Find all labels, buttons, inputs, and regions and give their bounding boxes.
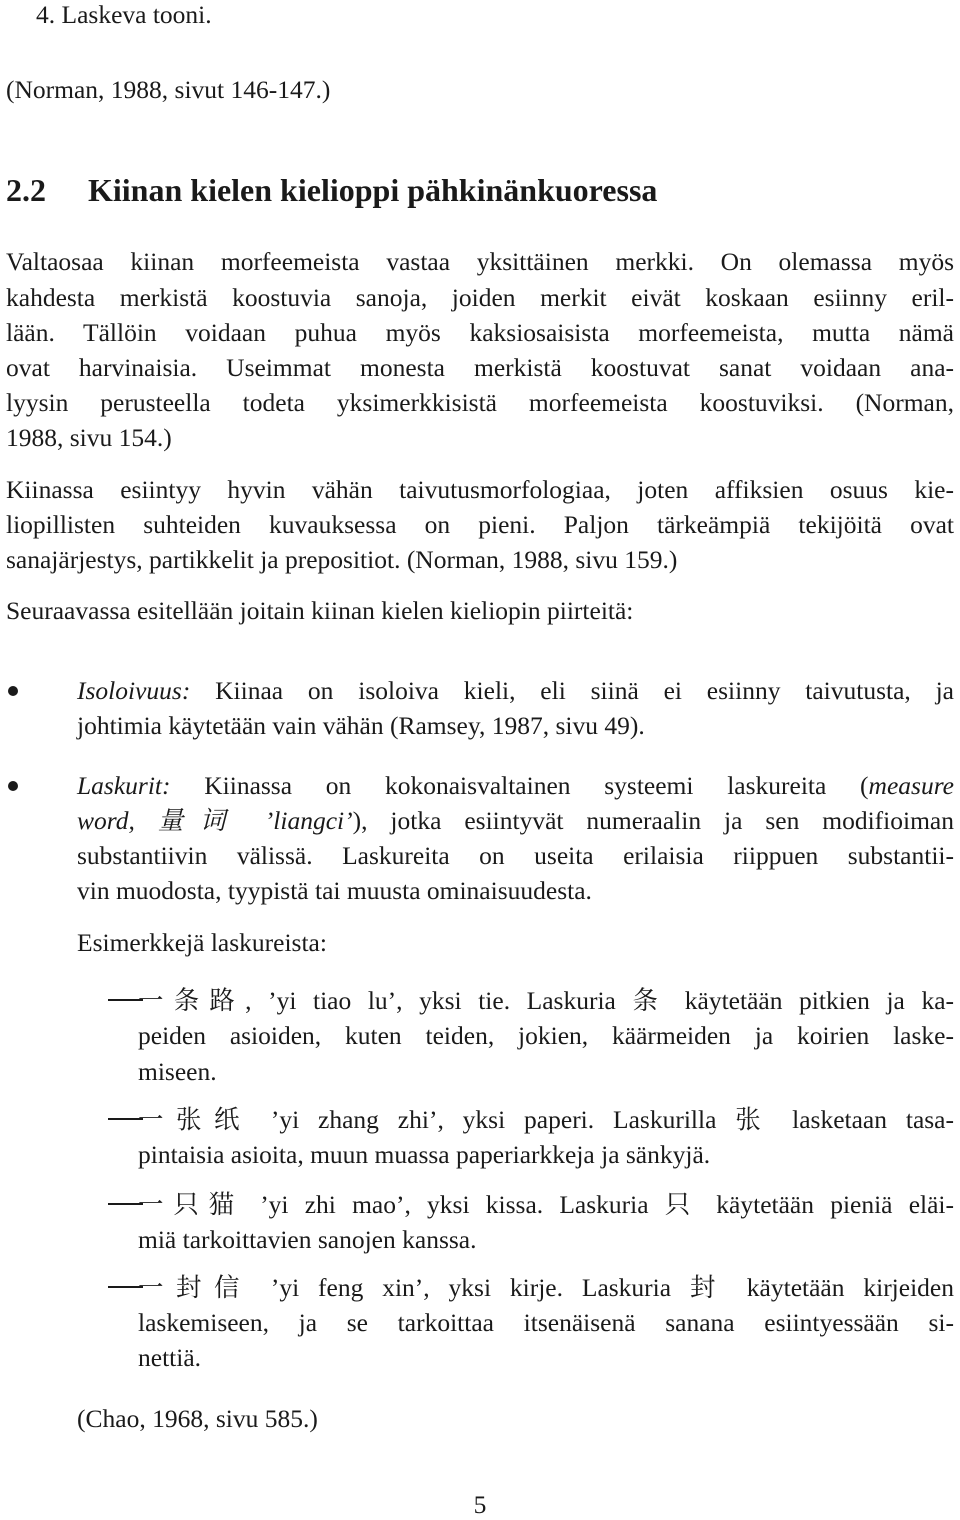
- paragraph1-line: kahdesta merkistä koostuvia sanoja, joiden merkit eivät koskaan esiinny eril-: [6, 283, 954, 312]
- paragraph1-line: 1988, sivu 154.): [6, 423, 172, 452]
- bullet1-line: [77, 673, 954, 709]
- paragraph1-line: ovat harvinaisia. Useimmat monesta merkistä koostuvat sanat voidaan ana-: [6, 353, 954, 382]
- paragraph3-line: Seuraavassa esitellään joitain kiinan kielen kieliopin piirteitä:: [6, 596, 634, 625]
- paragraph1-line: lään. Tällöin voidaan puhua myös kaksiosaisista morfeemeista, mutta nämä: [6, 318, 954, 347]
- example-line: nettiä.: [138, 1343, 202, 1372]
- example-line: 一张纸 ’yi zhang zhi’, yksi paperi. Laskurilla 张 lasketaan tasa-: [138, 1105, 954, 1134]
- bullet2-line: vin muodosta, tyypistä tai muusta ominaisuudesta.: [77, 876, 592, 905]
- example-line: miä tarkoittavien sanojen kanssa.: [138, 1225, 477, 1254]
- example-line: peiden asioiden, kuten teiden, jokien, käärmeiden ja koirien laske-: [138, 1021, 954, 1050]
- bullet2-term: Laskurit:: [77, 771, 171, 800]
- list-item-4: 4. Laskeva tooni.: [36, 0, 212, 29]
- paragraph2-line: sanajärjestys, partikkelit ja prepositiot. (Norman, 1988, sivu 159.): [6, 545, 678, 574]
- bullet2-text: Kiinassa on kokonaisvaltainen systeemi laskureita (: [170, 771, 869, 800]
- paragraph1-line: lyysin perusteella todeta yksimerkkisistä morfeemeista koostuviksi. (Norman,: [6, 388, 954, 417]
- section-heading: [6, 168, 657, 212]
- bullet2-italic: word, 量词 ’liangci’: [77, 806, 353, 835]
- section-number: 2.2: [6, 172, 46, 208]
- citation-norman-146: (Norman, 1988, sivut 146-147.): [6, 75, 331, 104]
- bullet-icon: [8, 686, 18, 696]
- bullet2-italic: measure: [868, 771, 954, 800]
- examples-heading: Esimerkkejä laskureista:: [77, 928, 327, 957]
- example-line: pintaisia asioita, muun muassa paperiarkkeja ja sänkyjä.: [138, 1140, 711, 1169]
- paragraph2-line: liopillisten suhteiden kuvauksessa on pieni. Paljon tärkeämpiä tekijöitä ovat: [6, 510, 954, 539]
- page-number: 5: [473, 1490, 487, 1519]
- bullet2-line: [77, 768, 954, 804]
- bullet2-text: ), jotka esiintyvät numeraalin ja sen modifioiman: [352, 806, 954, 835]
- bullet1-text: Kiinaa on isoloiva kieli, eli siinä ei esiinny taivutusta, ja: [190, 676, 954, 705]
- section-title: Kiinan kielen kielioppi pähkinänkuoressa: [88, 172, 658, 208]
- example-line: miseen.: [138, 1057, 217, 1086]
- bullet2-line: [77, 803, 954, 839]
- bullet2-line: substantiivin välissä. Laskureita on useita erilaisia riippuen substantii-: [77, 841, 954, 870]
- citation-chao: (Chao, 1968, sivu 585.): [77, 1404, 318, 1433]
- example-line: laskemiseen, ja se tarkoittaa itsenäisenä sanana esiintyessään si-: [138, 1308, 954, 1337]
- bullet-icon: [8, 781, 18, 791]
- paragraph2-line: Kiinassa esiintyy hyvin vähän taivutusmorfologiaa, joten affiksien osuus kie-: [6, 475, 954, 504]
- example-line: 一只猫 ’yi zhi mao’, yksi kissa. Laskuria 只 käytetään pieniä eläi-: [138, 1190, 954, 1219]
- bullet1-term: Isoloivuus:: [77, 676, 191, 705]
- example-line: 一条路, ’yi tiao lu’, yksi tie. Laskuria 条 käytetään pitkien ja ka-: [138, 986, 954, 1015]
- paragraph1-line: Valtaosaa kiinan morfeemeista vastaa yksittäinen merkki. On olemassa myös: [6, 247, 954, 276]
- example-line: 一封信 ’yi feng xin’, yksi kirje. Laskuria 封 käytetään kirjeiden: [138, 1273, 954, 1302]
- bullet1-line: johtimia käytetään vain vähän (Ramsey, 1987, sivu 49).: [77, 711, 645, 740]
